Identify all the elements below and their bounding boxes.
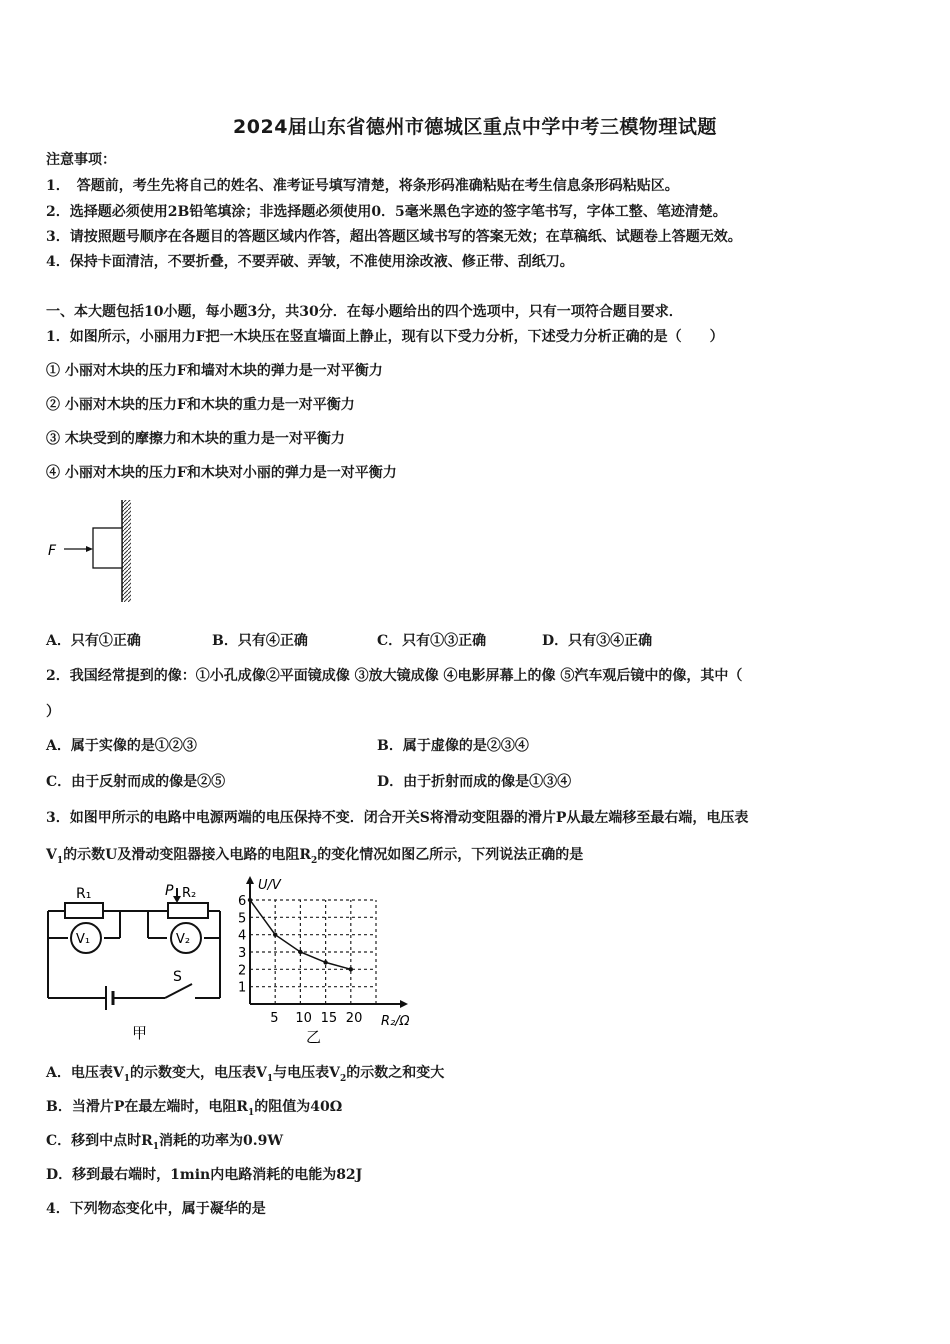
x-tick-label: 10 xyxy=(295,1011,312,1026)
notice-heading: 注意事项： xyxy=(46,152,116,168)
q3-circuit-diagram xyxy=(40,878,240,1048)
q2-option-a: A．属于实像的是①②③ xyxy=(46,738,197,754)
y-tick-labels xyxy=(238,894,246,996)
q4-stem: 4．下列物态变化中，属于凝华的是 xyxy=(46,1201,266,1217)
force-arrowhead xyxy=(86,546,93,552)
q3-option-b-sub-1: 1 xyxy=(248,1107,255,1118)
q2-option-c: C．由于反射而成的像是②⑤ xyxy=(46,774,226,790)
q2-option-d: D．由于折射而成的像是①③④ xyxy=(377,774,572,790)
q3-option-a-part-a: A．电压表V xyxy=(46,1065,124,1081)
wood-block xyxy=(93,528,122,568)
q1-statement-3: ③ 木块受到的摩擦力和木块的重力是一对平衡力 xyxy=(46,431,345,447)
label-s: S xyxy=(173,969,182,985)
y-axis-label: U/V xyxy=(258,878,281,893)
q1-statement-2: ② 小丽对木块的压力F和木块的重力是一对平衡力 xyxy=(46,397,355,413)
x-tick-label: 20 xyxy=(345,1011,363,1026)
q3-stem-sub-2: 2 xyxy=(310,855,318,866)
x-tick-label: 5 xyxy=(270,1011,279,1026)
q3-option-a-part-d: 的示数之和变大 xyxy=(346,1065,445,1081)
q1-option-a: A．只有①正确 xyxy=(46,633,141,649)
x-tick-label: 15 xyxy=(320,1011,338,1026)
q3-voltage-resistance-chart xyxy=(236,872,422,1048)
label-r1: R₁ xyxy=(76,886,92,902)
circuit-caption: 甲 xyxy=(132,1024,148,1042)
y-tick-label: 3 xyxy=(238,946,247,961)
notice-item-1: 1． 答题前，考生先将自己的姓名、准考证号填写清楚，将条形码准确粘贴在考生信息条形码粘贴区。 xyxy=(46,178,679,194)
data-point xyxy=(323,960,327,964)
data-point xyxy=(298,950,302,954)
notice-item-4: 4．保持卡面清洁，不要折叠，不要弄破、弄皱，不准使用涂改液、修正带、刮纸刀。 xyxy=(46,254,574,270)
data-point xyxy=(349,967,353,971)
q2-stem: 2．我国经常提到的像：①小孔成像②平面镜成像 ③放大镜成像 ④电影屏幕上的像 ⑤汽车观后镜中的像，其中（ xyxy=(46,668,743,684)
q3-option-c-part-b: 消耗的功率为0.9W xyxy=(159,1133,284,1149)
q3-option-d: D．移到最右端时，1min内电路消耗的电能为82J xyxy=(46,1167,363,1183)
y-tick-label: 1 xyxy=(238,980,247,996)
resistor-r1 xyxy=(65,903,103,918)
force-label: F xyxy=(48,543,57,559)
switch-s xyxy=(165,984,192,998)
q3-stem-part-c: 的变化情况如图乙所示，下列说法正确的是 xyxy=(317,847,584,863)
chart-grid xyxy=(250,900,376,1004)
y-axis-arrowhead xyxy=(246,876,254,884)
data-point xyxy=(273,932,277,936)
wall-hatch xyxy=(122,500,131,602)
label-p: P xyxy=(165,883,174,899)
y-tick-label: 4 xyxy=(238,928,247,944)
q3-option-b xyxy=(46,1098,342,1122)
q3-option-c-part-a: C．移到中点时R xyxy=(46,1133,153,1149)
q3-option-c-sub-1: 1 xyxy=(152,1141,160,1152)
q1-option-b: B．只有④正确 xyxy=(212,633,308,649)
q2-stem-end: ） xyxy=(46,704,60,720)
y-tick-label: 2 xyxy=(238,963,247,979)
q3-option-a-sub-2: 1 xyxy=(266,1073,274,1084)
q1-statement-4: ④ 小丽对木块的压力F和木块对小丽的弹力是一对平衡力 xyxy=(46,465,397,481)
notice-item-3: 3．请按照题号顺序在各题目的答题区域内作答，超出答题区域书写的答案无效；在草稿纸、试题卷上答题无效。 xyxy=(46,229,742,245)
q2-option-b: B．属于虚像的是②③④ xyxy=(377,738,529,754)
slider-arrowhead xyxy=(173,896,181,903)
q3-stem-part-a: V xyxy=(46,847,57,863)
q3-stem-line1: 3．如图甲所示的电路中电源两端的电压保持不变．闭合开关S将滑动变阻器的滑片P从最左端移至最右端，电压表 xyxy=(46,810,749,826)
y-tick-label: 6 xyxy=(238,894,247,909)
q3-option-a xyxy=(46,1064,444,1088)
label-v1: V₁ xyxy=(76,932,91,947)
q1-option-c: C．只有①③正确 xyxy=(377,633,487,649)
q3-option-b-part-b: 的阻值为40Ω xyxy=(254,1099,343,1115)
chart-caption: 乙 xyxy=(306,1028,322,1046)
label-r2: R₂ xyxy=(182,886,197,901)
q3-option-b-part-a: B．当滑片P在最左端时，电阻R xyxy=(46,1099,248,1115)
q3-stem-line2 xyxy=(46,846,583,870)
q3-stem-part-b: 的示数U及滑动变阻器接入电路的电阻R xyxy=(63,847,311,863)
data-point xyxy=(248,898,252,902)
q3-option-c xyxy=(46,1132,283,1156)
x-tick-labels xyxy=(270,1011,362,1026)
y-tick-label: 5 xyxy=(238,911,247,927)
page-title: 2024届山东省德州市德城区重点中学中考三模物理试题 xyxy=(233,116,717,138)
q3-option-a-sub-3: 2 xyxy=(340,1073,347,1084)
q3-option-a-part-b: 的示数变大，电压表V xyxy=(130,1065,267,1081)
x-axis-arrowhead xyxy=(400,1000,408,1008)
notice-item-2: 2．选择题必须使用2B铅笔填涂；非选择题必须使用0．5毫米黑色字迹的签字笔书写，字体工整、笔迹清楚。 xyxy=(46,204,727,220)
q1-option-d: D．只有③④正确 xyxy=(542,633,653,649)
q3-stem-sub-1: 1 xyxy=(56,855,64,866)
label-v2: V₂ xyxy=(176,932,191,947)
q1-statement-1: ① 小丽对木块的压力F和墙对木块的弹力是一对平衡力 xyxy=(46,363,383,379)
x-axis-label: R₂/Ω xyxy=(381,1014,410,1029)
q3-option-a-sub-1: 1 xyxy=(123,1073,130,1084)
q1-stem: 1．如图所示，小丽用力F把一木块压在竖直墙面上静止，现有以下受力分析，下述受力分析正确的是（ ） xyxy=(46,329,724,345)
q1-figure-block-wall xyxy=(44,498,144,604)
q3-option-a-part-c: 与电压表V xyxy=(273,1065,341,1081)
section-heading: 一、本大题包括10小题，每小题3分，共30分．在每小题给出的四个选项中，只有一项符合题目要求． xyxy=(46,304,683,320)
resistor-r2 xyxy=(168,903,208,918)
